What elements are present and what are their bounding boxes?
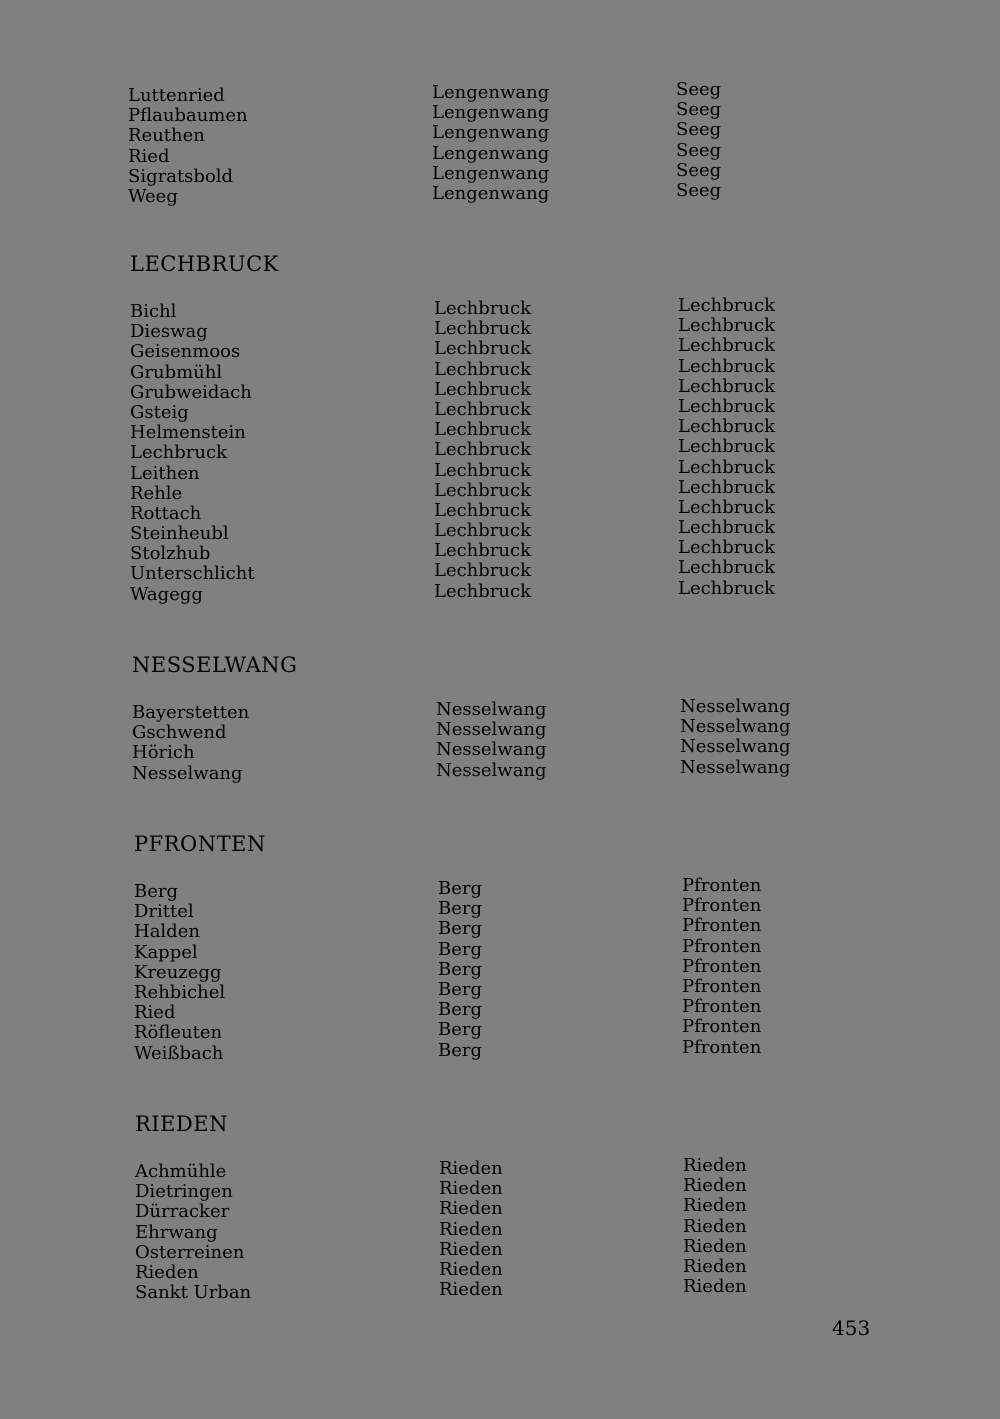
parish-name: Rieden — [683, 1195, 747, 1217]
municipality-name: Lengenwang — [432, 82, 550, 103]
municipality-name: Lechbruck — [434, 520, 531, 542]
parish-name: Seeg — [676, 119, 722, 141]
parish-name: Rieden — [683, 1155, 747, 1176]
municipality-name: Lechbruck — [434, 499, 531, 521]
locality-name: Sigratsbold — [128, 165, 234, 187]
page-number: 453 — [832, 1316, 871, 1340]
locality-name: Bayerstetten — [132, 702, 250, 723]
municipality-name: Berg — [438, 958, 483, 980]
municipality-name: Lechbruck — [434, 439, 531, 461]
parish-name: Pfronten — [682, 915, 762, 937]
locality-name: Sankt Urban — [135, 1282, 252, 1304]
municipality-name: Berg — [438, 999, 483, 1021]
parish-name: Lechbruck — [678, 395, 775, 417]
parish-name: Seeg — [676, 179, 722, 201]
municipality-name: Berg — [438, 938, 483, 960]
place-list — [135, 1155, 895, 1304]
municipality-name: Rieden — [439, 1279, 503, 1301]
locality-name: Ehrwang — [135, 1221, 218, 1243]
parish-name: Lechbruck — [678, 315, 775, 337]
municipality-name: Nesselwang — [436, 719, 547, 741]
parish-name: Rieden — [683, 1175, 747, 1197]
parish-name: Pfronten — [682, 1036, 762, 1058]
locality-name: Röfleuten — [134, 1022, 223, 1044]
locality-name: Helmenstein — [130, 422, 246, 444]
municipality-name: Lechbruck — [434, 459, 531, 481]
municipality-name: Rieden — [439, 1238, 503, 1260]
locality-name: Reuthen — [128, 125, 205, 147]
locality-name: Halden — [134, 921, 200, 943]
parish-name: Pfronten — [682, 955, 762, 977]
municipality-name: Berg — [438, 878, 483, 899]
locality-name: Grubmühl — [130, 361, 223, 383]
municipality-name: Nesselwang — [436, 699, 547, 720]
parish-name: Lechbruck — [678, 496, 775, 518]
municipality-name: Berg — [438, 918, 483, 940]
parish-name: Lechbruck — [678, 537, 775, 559]
parish-name: Rieden — [683, 1215, 747, 1237]
table-row — [128, 179, 888, 207]
municipality-name: Lechbruck — [434, 540, 531, 562]
municipality-name: Lengenwang — [432, 102, 550, 124]
place-list — [128, 79, 888, 207]
parish-name: Pfronten — [682, 935, 762, 957]
parish-name: Nesselwang — [680, 736, 791, 758]
parish-name: Rieden — [683, 1255, 747, 1277]
parish-name: Nesselwang — [680, 756, 791, 778]
municipality-name: Lechbruck — [434, 398, 531, 420]
parish-name: Pfronten — [682, 875, 762, 896]
locality-name: Hörich — [132, 742, 195, 764]
municipality-name: Lechbruck — [434, 358, 531, 380]
parish-name: Lechbruck — [678, 557, 775, 579]
section-pfronten — [134, 831, 894, 1064]
locality-name: Ried — [128, 145, 170, 167]
municipality-name: Lechbruck — [434, 318, 531, 340]
locality-name: Rehle — [130, 482, 183, 504]
parish-name: Lechbruck — [678, 375, 775, 397]
section-lechbruck — [130, 251, 890, 605]
locality-name: Unterschlicht — [130, 563, 255, 585]
section-rieden — [135, 1111, 895, 1303]
municipality-name: Rieden — [439, 1218, 503, 1240]
parish-name: Pfronten — [682, 1016, 762, 1038]
section-heading: PFRONTEN — [134, 832, 266, 856]
municipality-name: Rieden — [439, 1178, 503, 1200]
parish-name: Seeg — [676, 159, 722, 181]
locality-name: Dieswag — [130, 321, 208, 343]
locality-name: Pflaubaumen — [128, 105, 248, 127]
parish-name: Seeg — [676, 139, 722, 161]
locality-name: Osterreinen — [135, 1241, 245, 1263]
parish-name: Pfronten — [682, 975, 762, 997]
municipality-name: Lechbruck — [434, 338, 531, 360]
section-lengenwang-continued — [128, 79, 888, 207]
locality-name: Kreuzegg — [134, 961, 222, 983]
table-row — [132, 756, 892, 784]
locality-name: Lechbruck — [130, 442, 227, 464]
locality-name: Bichl — [130, 301, 177, 322]
municipality-name: Nesselwang — [436, 759, 547, 781]
locality-name: Rehbichel — [134, 981, 226, 1003]
parish-name: Lechbruck — [678, 295, 775, 316]
table-row — [135, 1276, 895, 1304]
locality-name: Grubweidach — [130, 381, 252, 403]
place-list — [130, 295, 890, 605]
parish-name: Nesselwang — [680, 696, 791, 717]
locality-name: Weeg — [128, 185, 178, 207]
locality-name: Rieden — [135, 1261, 199, 1283]
locality-name: Achmühle — [135, 1161, 227, 1182]
place-list — [132, 696, 892, 784]
table-row — [134, 1036, 894, 1064]
locality-name: Dürracker — [135, 1201, 230, 1223]
municipality-name: Nesselwang — [436, 739, 547, 761]
table-row — [130, 577, 890, 605]
municipality-name: Lechbruck — [434, 560, 531, 582]
section-heading: NESSELWANG — [132, 653, 298, 677]
municipality-name: Lechbruck — [434, 378, 531, 400]
parish-name: Pfronten — [682, 895, 762, 917]
parish-name: Nesselwang — [680, 716, 791, 738]
municipality-name: Lengenwang — [432, 142, 550, 164]
locality-name: Nesselwang — [132, 762, 243, 784]
parish-name: Pfronten — [682, 996, 762, 1018]
parish-name: Rieden — [683, 1235, 747, 1257]
parish-name: Seeg — [676, 79, 722, 100]
municipality-name: Lengenwang — [432, 122, 550, 144]
municipality-name: Lechbruck — [434, 479, 531, 501]
parish-name: Lechbruck — [678, 436, 775, 458]
municipality-name: Rieden — [439, 1258, 503, 1280]
parish-name: Lechbruck — [678, 577, 775, 599]
locality-name: Wagegg — [130, 583, 203, 605]
municipality-name: Rieden — [439, 1198, 503, 1220]
parish-name: Lechbruck — [678, 416, 775, 438]
municipality-name: Rieden — [439, 1158, 503, 1179]
municipality-name: Lechbruck — [434, 419, 531, 441]
municipality-name: Lengenwang — [432, 162, 550, 184]
parish-name: Lechbruck — [678, 517, 775, 539]
locality-name: Gschwend — [132, 722, 227, 744]
locality-name: Ried — [134, 1002, 176, 1024]
locality-name: Berg — [134, 881, 179, 902]
municipality-name: Lechbruck — [434, 298, 531, 319]
place-list — [134, 875, 894, 1064]
municipality-name: Berg — [438, 1039, 483, 1061]
parish-name: Lechbruck — [678, 355, 775, 377]
parish-name: Lechbruck — [678, 476, 775, 498]
locality-name: Stolzhub — [130, 543, 211, 565]
parish-name: Seeg — [676, 99, 722, 121]
locality-name: Steinheubl — [130, 523, 229, 545]
section-heading: RIEDEN — [135, 1112, 228, 1136]
locality-name: Leithen — [130, 462, 200, 484]
section-heading: LECHBRUCK — [130, 252, 279, 276]
locality-name: Drittel — [134, 901, 194, 923]
locality-name: Weißbach — [134, 1042, 224, 1064]
locality-name: Dietringen — [135, 1181, 233, 1203]
parish-name: Rieden — [683, 1276, 747, 1298]
locality-name: Kappel — [134, 941, 198, 963]
locality-name: Rottach — [130, 502, 202, 524]
locality-name: Geisenmoos — [130, 341, 241, 363]
parish-name: Lechbruck — [678, 456, 775, 478]
parish-name: Lechbruck — [678, 335, 775, 357]
municipality-name: Berg — [438, 898, 483, 920]
section-nesselwang — [132, 652, 892, 784]
municipality-name: Berg — [438, 978, 483, 1000]
municipality-name: Lechbruck — [434, 580, 531, 602]
municipality-name: Lengenwang — [432, 182, 550, 204]
locality-name: Gsteig — [130, 401, 189, 423]
locality-name: Luttenried — [128, 85, 225, 106]
municipality-name: Berg — [438, 1019, 483, 1041]
